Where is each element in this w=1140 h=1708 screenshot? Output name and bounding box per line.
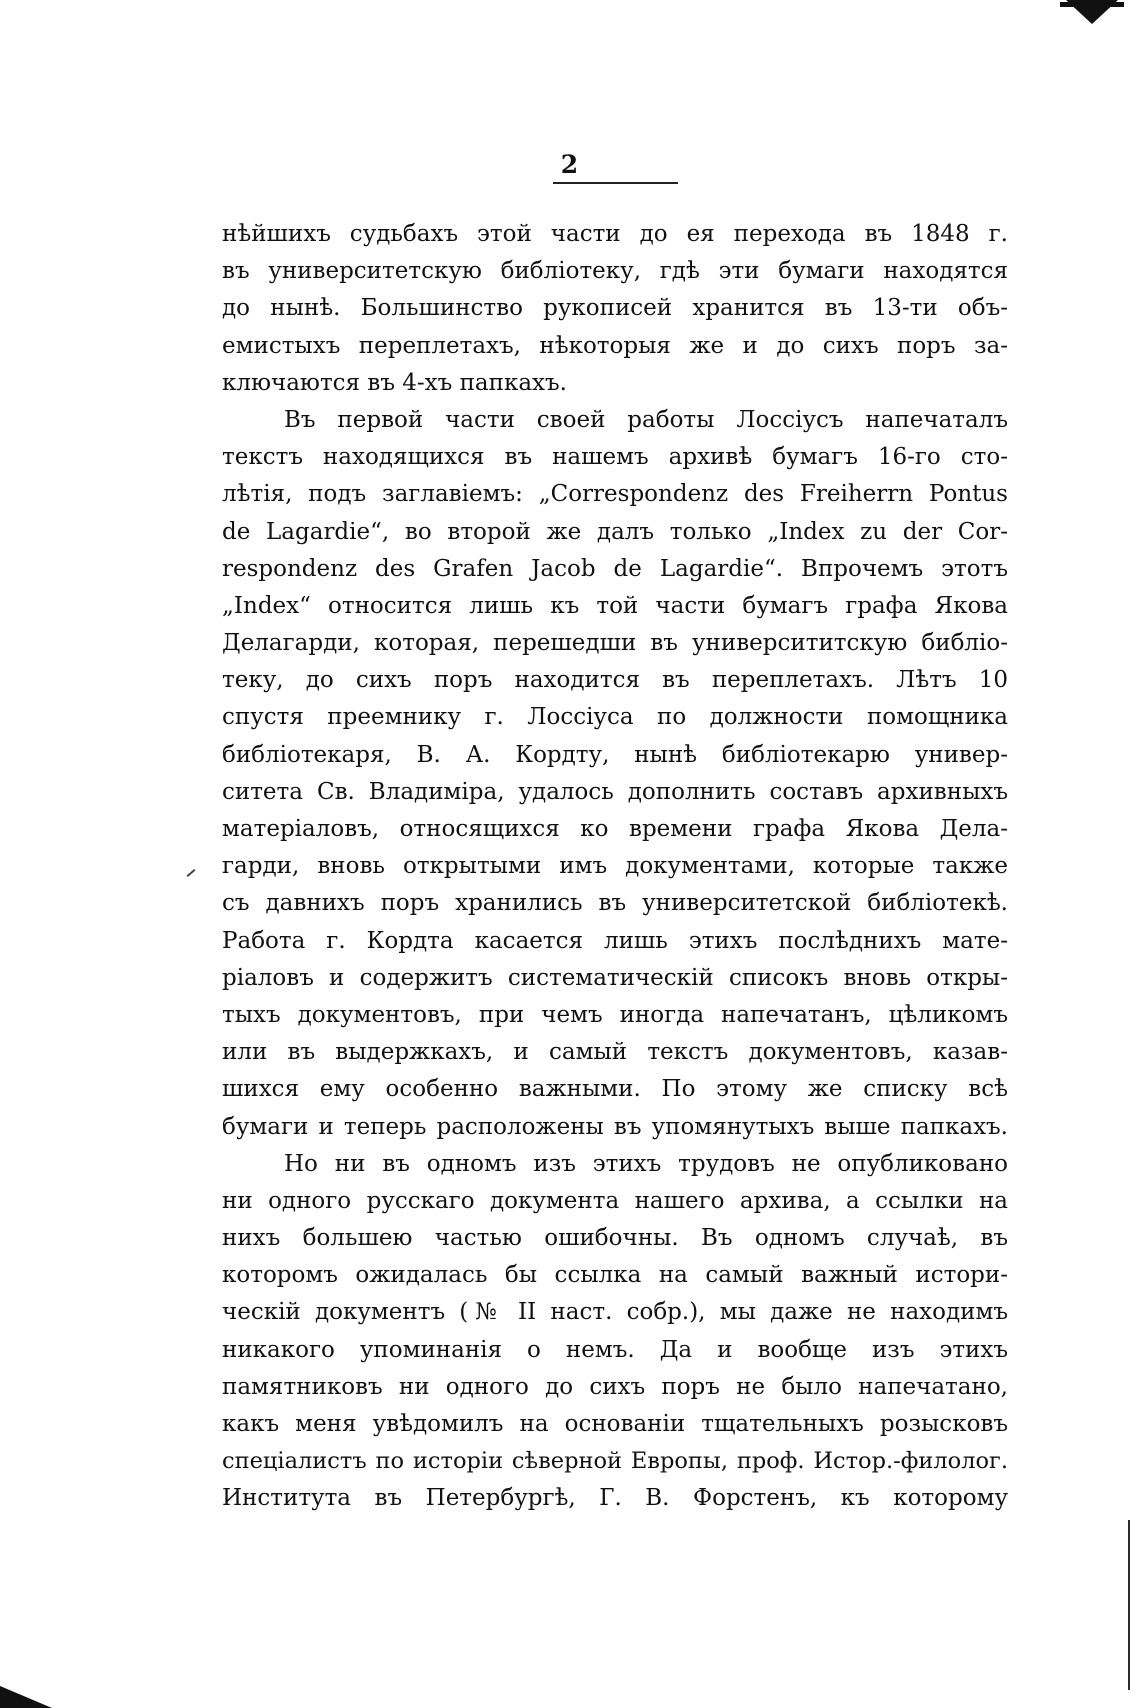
text-line: какъ меня увѣдомилъ на основаніи тщательныхъ розысковъ bbox=[222, 1411, 1008, 1437]
margin-pencil-mark bbox=[187, 869, 196, 877]
text-line: „Index“ относится лишь къ той части бумагъ графа Якова bbox=[222, 592, 1008, 619]
text-line: съ давнихъ поръ хранились въ университетской библіотекѣ. bbox=[222, 890, 1008, 917]
text-line: емистыхъ переплетахъ, нѣкоторыя же и до сихъ поръ за- bbox=[222, 332, 1008, 359]
text-line: никакого упоминанія о немъ. Да и вообще изъ этихъ bbox=[222, 1336, 1008, 1363]
scan-corner-arrow-icon bbox=[1066, 0, 1118, 24]
text-line: ключаются въ 4-хъ папкахъ. bbox=[222, 369, 567, 396]
text-line: текстъ находящихся въ нашемъ архивѣ бумагъ 16-го сто- bbox=[222, 444, 1008, 471]
text-line: Делагарди, которая, перешедши въ университитскую библіо- bbox=[222, 630, 1008, 657]
text-line: до нынѣ. Большинство рукописей хранится въ 13-ти объ- bbox=[222, 295, 1008, 322]
text-line: спустя преемнику г. Лоссіуса по должности помощника bbox=[222, 704, 1008, 731]
text-line: Работа г. Кордта касается лишь этихъ послѣднихъ мате- bbox=[222, 927, 1008, 954]
text-line: ни одного русскаго документа нашего архива, а ссылки на bbox=[222, 1187, 1008, 1214]
text-line: de Lagardie“, во второй же далъ только „Index zu der Cor- bbox=[222, 518, 1008, 545]
text-line: матеріаловъ, относящихся ко времени графа Якова Дела- bbox=[222, 816, 1008, 842]
text-line: шихся ему особенно важными. По этому же списку всѣ bbox=[222, 1076, 1008, 1103]
text-line: въ университетскую библіотеку, гдѣ эти бумаги находятся bbox=[222, 258, 1008, 285]
body-text bbox=[222, 216, 1008, 1518]
text-line: лѣтія, подъ заглавіемъ: „Correspondenz des Freiherrn Pontus bbox=[222, 481, 1008, 508]
text-line: нихъ большею частью ошибочны. Въ одномъ случаѣ, въ bbox=[222, 1225, 1008, 1252]
text-line: нѣйшихъ судьбахъ этой части до ея перехода въ 1848 г. bbox=[222, 221, 1008, 247]
text-line: тыхъ документовъ, при чемъ иногда напечатанъ, цѣликомъ bbox=[222, 1001, 1008, 1028]
text-line: ситета Св. Владиміра, удалось дополнить составъ архивныхъ bbox=[222, 778, 1008, 805]
text-line: Института въ Петербургѣ, Г. В. Форстенъ, къ которому bbox=[222, 1485, 1008, 1512]
text-line: спеціалистъ по исторіи сѣверной Европы, проф. Истор.-филолог. bbox=[222, 1448, 1008, 1475]
text-line: памятниковъ ни одного до сихъ поръ не было напечатано, bbox=[222, 1373, 1008, 1400]
scan-corner-arrow-icon bbox=[0, 1686, 52, 1708]
text-line: теку, до сихъ поръ находится въ переплетахъ. Лѣтъ 10 bbox=[222, 667, 1008, 694]
text-line: или въ выдержкахъ, и самый текстъ документовъ, казав- bbox=[222, 1039, 1008, 1066]
text-line: respondenz des Grafen Jacob de Lagardie“. Впрочемъ этотъ bbox=[222, 555, 1008, 582]
page-number-rule bbox=[553, 182, 678, 184]
text-line: библіотекаря, В. А. Кордту, нынѣ библіотекарю универ- bbox=[222, 741, 1008, 768]
text-line: ріаловъ и содержитъ систематическій списокъ вновь откры- bbox=[222, 964, 1008, 991]
page-number: 2 bbox=[560, 150, 580, 179]
scan-edge-line bbox=[1128, 1520, 1130, 1690]
text-line: гарди, вновь открытыми имъ документами, которые также bbox=[222, 853, 1008, 880]
text-line: Но ни въ одномъ изъ этихъ трудовъ не опубликовано bbox=[284, 1150, 1008, 1177]
text-line: которомъ ожидалась бы ссылка на самый важный истори- bbox=[222, 1262, 1008, 1289]
text-line: Въ первой части своей работы Лоссіусъ напечаталъ bbox=[284, 406, 1008, 433]
text-line: ческій документъ (№ II наст. собр.), мы даже не находимъ bbox=[222, 1299, 1008, 1326]
text-line: бумаги и теперь расположены въ упомянутыхъ выше папкахъ. bbox=[222, 1113, 1008, 1140]
